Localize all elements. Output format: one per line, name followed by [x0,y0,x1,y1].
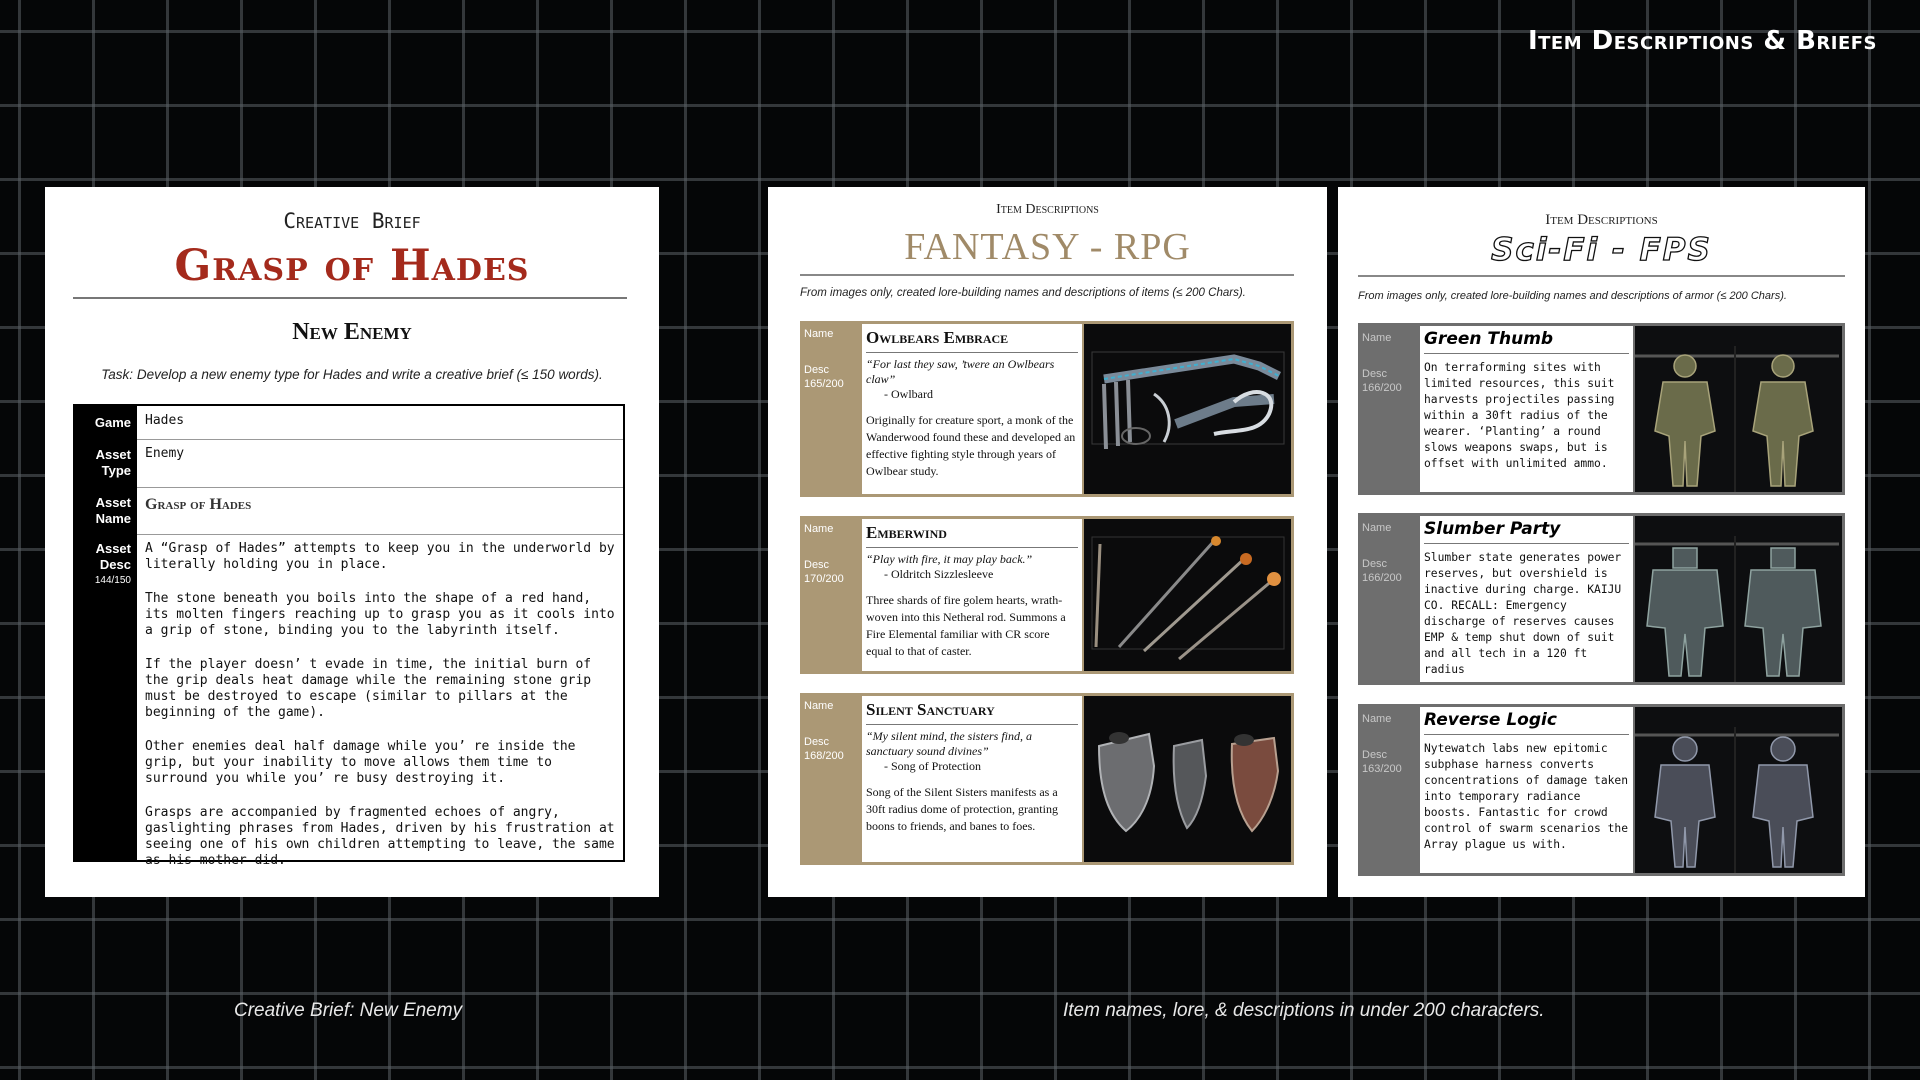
item-image-staffs [1084,519,1291,671]
item-labels [1362,331,1418,395]
word-count: 144/150 [94,575,131,586]
desc-paragraph: If the player doesn’ t evade in time, the initial burn of the grip deals heat damage while the remaining stone grip must be destroyed to escape (similar to pillars at the beginning of the game). [145,657,592,720]
item-labels [804,699,858,763]
table-row [75,406,623,440]
table-row [75,439,623,488]
char-count: 170/200 [804,573,844,585]
item-name: Emberwind [866,519,1078,548]
page-title: Item Descriptions & Briefs [1527,26,1877,56]
name-label: Name [1362,332,1392,344]
name-label: Name [804,328,834,340]
item-text [1420,326,1633,492]
desc-label: Desc [804,364,830,376]
desc-label: Desc [1362,558,1388,570]
item-card [800,321,1294,497]
row-value: Hades [145,413,185,428]
divider [800,274,1294,276]
scifi-fps-panel [1338,187,1865,897]
item-card [800,516,1294,674]
row-label-text: Asset Desc [95,541,131,572]
char-count: 166/200 [1362,382,1402,394]
desc-label: Desc [1362,368,1388,380]
item-image-armor [1635,326,1842,492]
item-description: Slumber state generates power reserves, but overshield is inactive during charge. KAIJU CO. RECALL: Emergency discharge of reserves causes EMP & temp shut down of suit and all tech in a 120 ft radius [1424,551,1622,676]
item-quote: “For last they saw, ’twere an Owlbears claw” [866,357,1055,386]
char-count: 163/200 [1362,763,1402,775]
panel-description: From images only, created lore-building names and descriptions of armor (≤ 200 Chars). [1358,290,1787,302]
char-count: 165/200 [804,378,844,390]
item-name: Owlbears Embrace [866,324,1078,353]
char-count: 166/200 [1362,572,1402,584]
item-text [1420,516,1633,682]
caption-creative-brief: Creative Brief: New Enemy [234,1000,463,1021]
desc-paragraph: The stone beneath you boils into the shape of a red hand, its molten fingers reaching up to grasp you as it cools into a grip of stone, binding you to the labyrinth itself. [145,591,615,638]
item-text [862,324,1082,494]
panel-description: From images only, created lore-building names and descriptions of items (≤ 200 Chars). [800,287,1246,299]
item-name: Silent Sanctuary [866,696,1078,725]
item-image-armor [1635,516,1842,682]
creative-brief-panel [45,187,659,897]
item-attribution: - Oldritch Sizzlesleeve [884,567,994,581]
divider [1358,275,1845,277]
panel-title: Sci-Fi - FPS [1491,232,1712,268]
desc-paragraph: A “Grasp of Hades” attempts to keep you in the underworld by literally holding you in place. [145,541,615,572]
divider [73,297,627,299]
item-image-shields [1084,696,1291,862]
row-value [145,541,615,887]
item-description: Nytewatch labs new epitomic subphase harness converts concentrations of damage taken into temporary radiance boosts. Fantastic for crowd control of swarm scenarios the Array plague us with. [1424,742,1629,851]
item-description: Originally for creature sport, a monk of the Wanderwood found these and developed an effective fighting style through years of Owlbear study. [866,413,1076,478]
item-text [862,696,1082,862]
item-text [862,519,1082,671]
desc-label: Desc [1362,749,1388,761]
table-row [75,487,623,535]
item-description: Three shards of fire golem hearts, wrath-woven into this Netheral rod. Summons a Fire Elemental familiar with CR score equal to that of caster. [866,593,1066,658]
name-label: Name [804,700,834,712]
item-name: Slumber Party [1424,516,1629,544]
item-labels [804,522,858,586]
item-card [800,693,1294,865]
desc-paragraph: Other enemies deal half damage while you’ re inside the grip, but your inability to move allows them time to surround you while you’ re busy destroying it. [145,739,576,786]
item-image-armor [1635,707,1842,873]
table-row [75,534,623,868]
item-attribution: - Owlbard [884,387,933,401]
item-card [1358,704,1845,876]
item-description: On terraforming sites with limited resources, this suit harvests projectiles passing within a 30ft radius of the wearer. ‘Planting’ a round slows weapons swaps, but is offset with unlimited ammo. [1424,361,1615,470]
name-label: Name [804,523,834,535]
item-labels [1362,712,1418,776]
item-card [1358,323,1845,495]
item-text [1420,707,1633,873]
fantasy-rpg-panel [768,187,1327,897]
char-count: 168/200 [804,750,844,762]
brief-heading: New Enemy [292,319,412,345]
caption-item-descriptions: Item names, lore, & descriptions in under 200 characters. [1063,1000,1545,1021]
item-name: Green Thumb [1424,326,1629,354]
item-quote: “Play with fire, it may play back.” [866,552,1033,566]
row-label: Asset Type [75,439,137,487]
item-attribution: - Song of Protection [884,759,981,773]
row-value: Grasp of Hades [145,496,252,513]
brief-task: Task: Develop a new enemy type for Hades and write a creative brief (≤ 150 words). [101,367,603,382]
row-label: Game [75,406,137,439]
name-label: Name [1362,713,1392,725]
desc-label: Desc [804,736,830,748]
item-labels [804,327,858,391]
item-labels [1362,521,1418,585]
row-label [75,534,137,860]
desc-paragraph: Grasps are accompanied by fragmented echoes of angry, gaslighting phrases from Hades, driven by his frustration at seeing one of his own children attempting to leave, the same as his mother did. [145,805,615,868]
item-name: Reverse Logic [1424,707,1629,735]
brief-subtitle: Creative Brief [283,209,421,233]
item-quote: “My silent mind, the sisters find, a sanctuary sound divines” [866,729,1032,758]
name-label: Name [1362,522,1392,534]
item-image-claws [1084,324,1291,494]
panel-title: FANTASY - RPG [904,226,1191,268]
item-card [1358,513,1845,685]
panel-subtitle: Item Descriptions [996,202,1099,217]
brief-table [73,404,625,868]
row-value: Enemy [145,446,185,461]
item-description: Song of the Silent Sisters manifests as a 30ft radius dome of protection, granting boons to friends, and banes to foes. [866,785,1058,833]
row-label: Asset Name [75,487,137,534]
brief-title: Grasp of Hades [174,241,530,291]
panel-subtitle: Item Descriptions [1545,212,1658,228]
desc-label: Desc [804,559,830,571]
